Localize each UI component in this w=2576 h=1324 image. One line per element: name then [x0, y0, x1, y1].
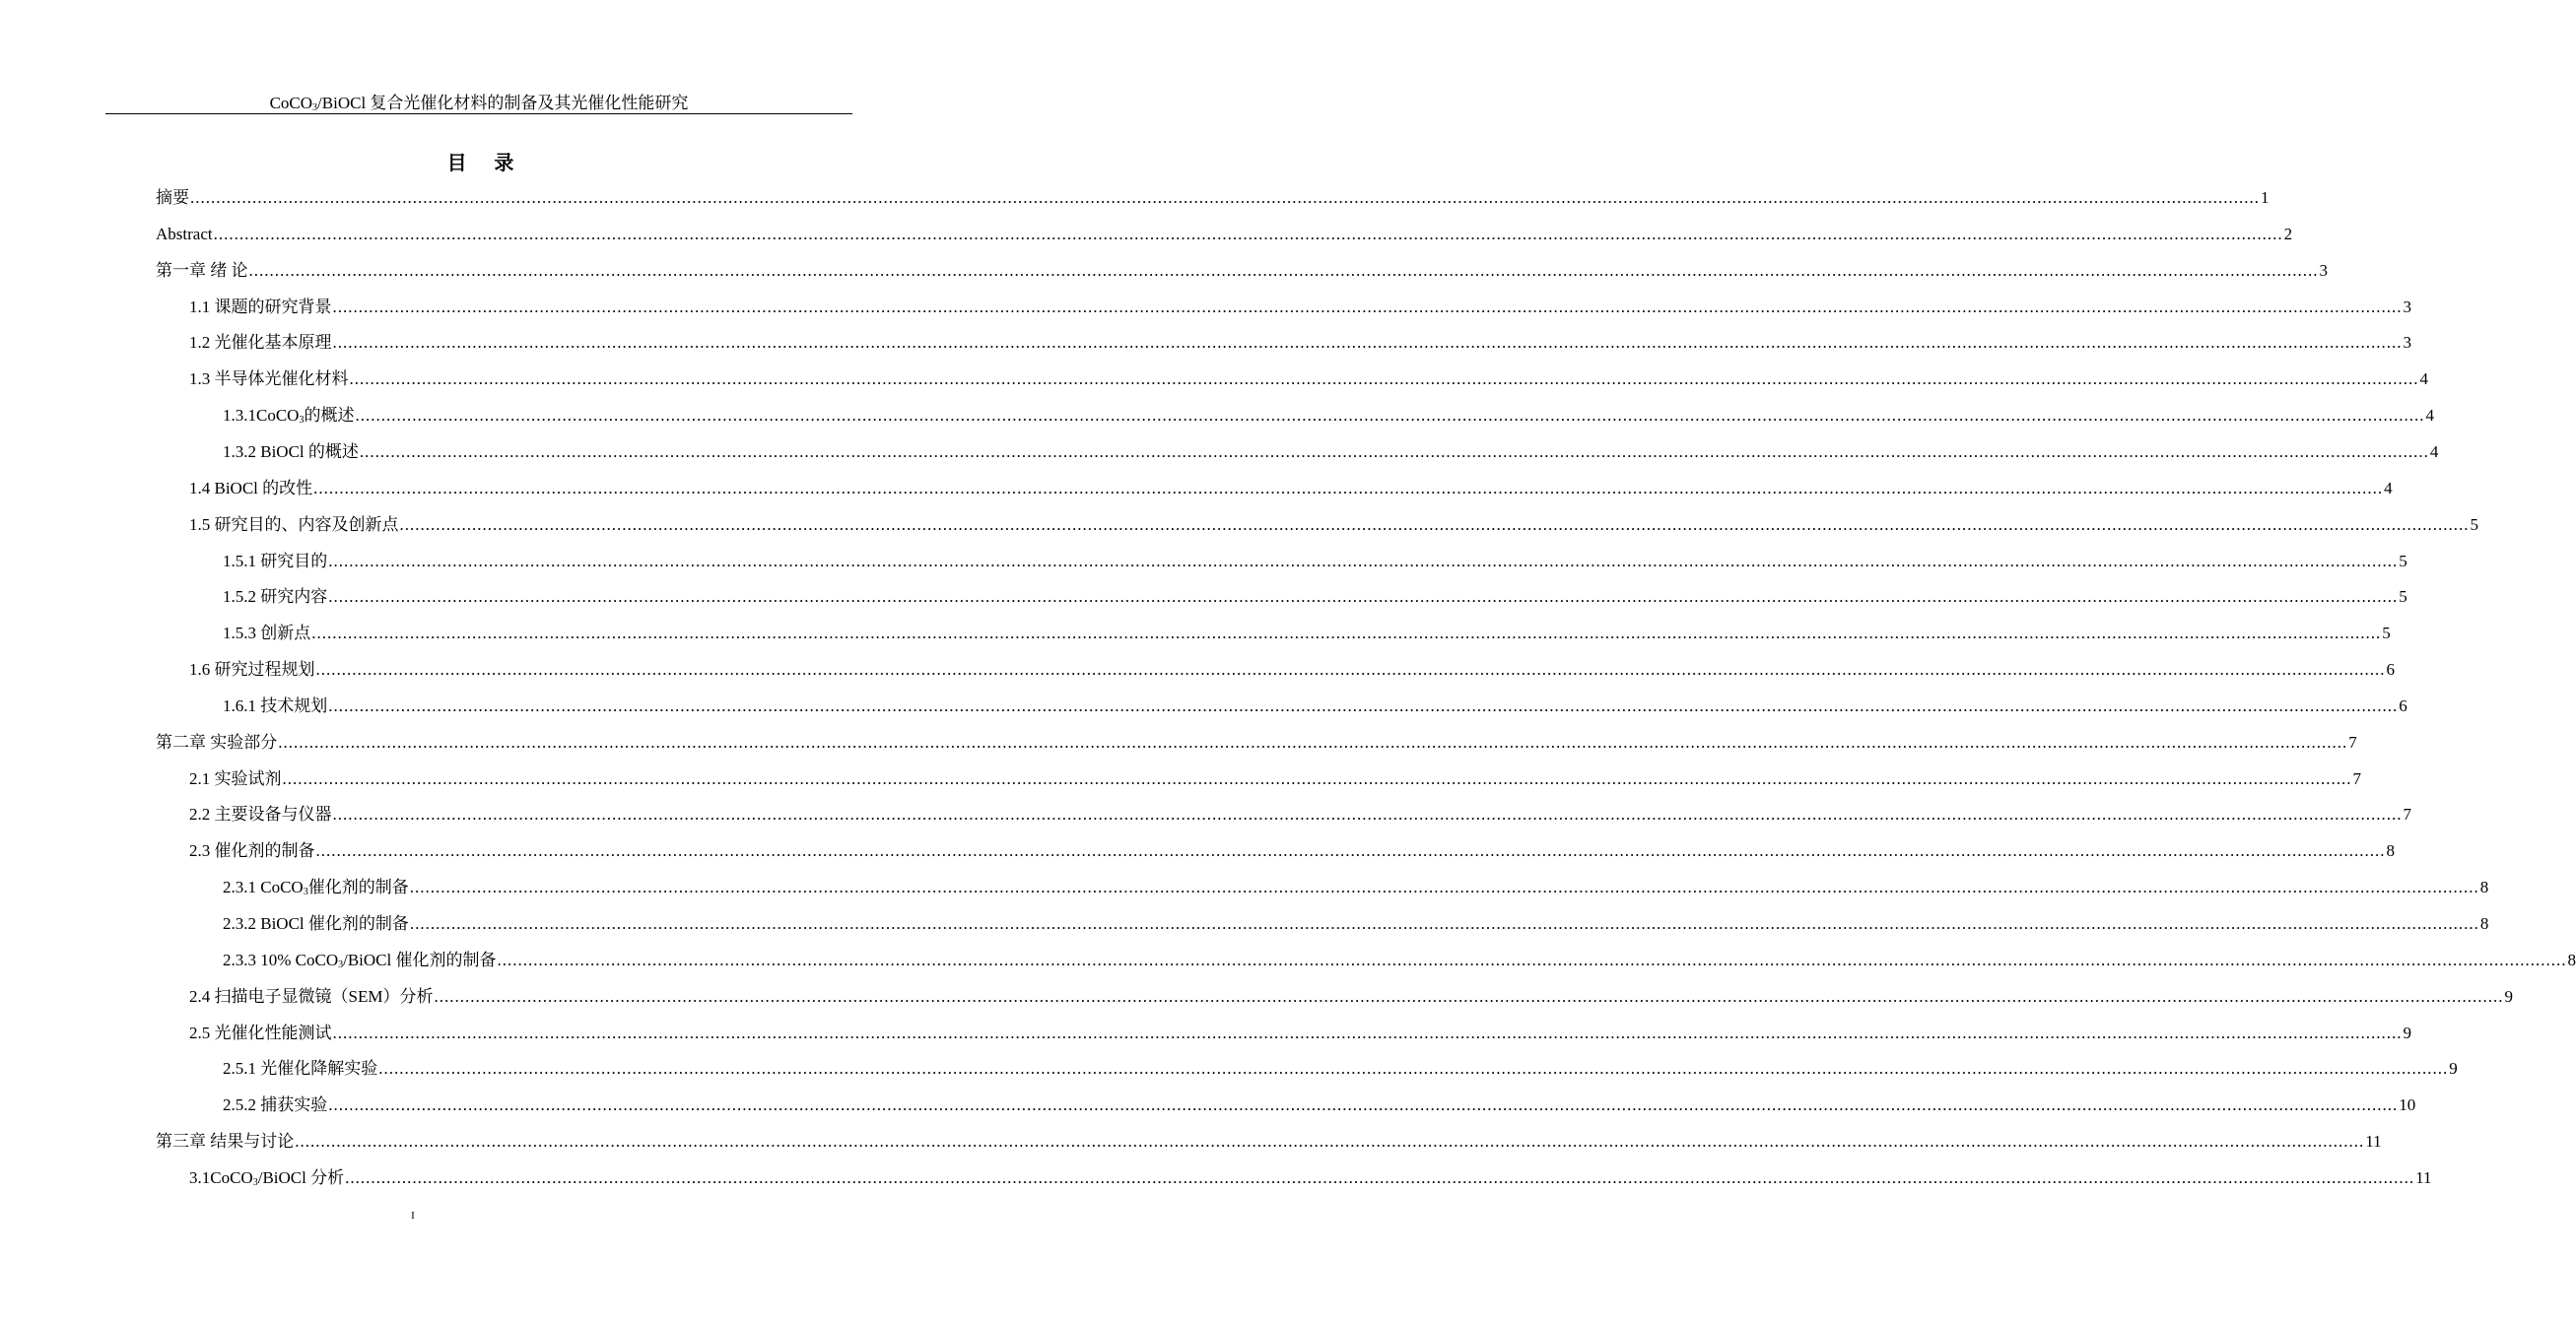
toc-entry[interactable]: [189, 982, 2513, 1012]
toc-entry[interactable]: [156, 220, 2293, 249]
toc-entry-label: [223, 909, 409, 939]
toc-entry-page: 6: [2386, 660, 2395, 680]
toc-dot-leader: ................................................................................................................................................................................................................................................................................................................................................................................................................: [328, 587, 2399, 607]
header-subscript: 3: [312, 102, 318, 113]
toc-entry-page: 5: [2399, 551, 2407, 570]
toc-dot-leader: ................................................................................................................................................................................................................................................................................................................................................................................................................: [434, 986, 2504, 1006]
toc-entry[interactable]: [189, 655, 2395, 685]
toc-entry-text: 1.6.1 技术规划: [223, 695, 328, 715]
toc-entry-text: 的概述: [304, 406, 355, 426]
toc-dot-leader: ................................................................................................................................................................................................................................................................................................................................................................................................................: [332, 297, 2403, 316]
toc-entry-text: 2.3.2 BiOCl 催化剂的制备: [223, 914, 409, 933]
toc-entry-subscript: 3: [338, 959, 344, 970]
toc-entry-text: Abstract: [156, 224, 213, 243]
toc-entry-page: 1: [2261, 188, 2270, 207]
toc-entry-page: 7: [2348, 732, 2357, 752]
toc-dot-leader: ................................................................................................................................................................................................................................................................................................................................................................................................................: [359, 441, 2429, 461]
toc-entry-page: 10: [2399, 1095, 2416, 1115]
toc-entry-text: /BiOCl 分析: [257, 1167, 345, 1187]
toc-entry-label: [189, 474, 312, 503]
toc-entry-text: 第三章 结果与讨论: [156, 1132, 295, 1152]
toc-entry-label: [223, 946, 497, 975]
toc-entry-page: 2: [2283, 224, 2293, 243]
toc-entry[interactable]: [156, 183, 2270, 213]
toc-dot-leader: ................................................................................................................................................................................................................................................................................................................................................................................................................: [328, 1095, 2399, 1115]
toc-dot-leader: ................................................................................................................................................................................................................................................................................................................................................................................................................: [328, 551, 2399, 570]
toc-entry-text: 2.5.1 光催化降解实验: [223, 1059, 378, 1079]
toc-dot-leader: ................................................................................................................................................................................................................................................................................................................................................................................................................: [248, 260, 2319, 280]
toc-dot-leader: ................................................................................................................................................................................................................................................................................................................................................................................................................: [332, 333, 2403, 353]
toc-entry[interactable]: [189, 510, 2478, 540]
toc-entry-label: [156, 256, 248, 286]
toc-dot-leader: ................................................................................................................................................................................................................................................................................................................................................................................................................: [378, 1059, 2449, 1079]
toc-entry-label: [223, 1091, 327, 1120]
toc-entry-label: [189, 1019, 332, 1048]
toc-entry-label: [189, 364, 349, 394]
toc-entry-page: 4: [2384, 478, 2393, 497]
toc-entry-text: 1.1 课题的研究背景: [189, 297, 332, 316]
toc-dot-leader: ................................................................................................................................................................................................................................................................................................................................................................................................................: [497, 950, 2567, 969]
toc-entry-page: 8: [2567, 950, 2576, 969]
toc-entry-label: [189, 655, 315, 685]
toc-entry[interactable]: [223, 619, 2391, 648]
toc-entry[interactable]: [223, 401, 2434, 430]
toc-entry[interactable]: [223, 873, 2489, 902]
toc-dot-leader: ................................................................................................................................................................................................................................................................................................................................................................................................................: [328, 695, 2399, 715]
toc-dot-leader: ................................................................................................................................................................................................................................................................................................................................................................................................................: [332, 805, 2403, 825]
toc-entry-page: 4: [2425, 406, 2434, 426]
toc-entry-label: [223, 437, 359, 467]
toc-entry-text: 2.3.3 10% CoCO: [223, 950, 339, 969]
header-text-1: CoCO: [269, 94, 313, 112]
toc-entry-text: 1.5 研究目的、内容及创新点: [189, 514, 399, 534]
toc-entry[interactable]: [189, 364, 2428, 394]
toc-entry-text: 1.6 研究过程规划: [189, 660, 315, 680]
toc-entry-text: 2.3.1 CoCO: [223, 878, 304, 897]
toc-entry-text: 1.3 半导体光催化材料: [189, 369, 349, 389]
toc-dot-leader: ................................................................................................................................................................................................................................................................................................................................................................................................................: [345, 1167, 2415, 1187]
toc-entry-page: 7: [2352, 768, 2361, 788]
toc-entry-text: 1.3.1CoCO: [223, 406, 300, 426]
toc-dot-leader: ................................................................................................................................................................................................................................................................................................................................................................................................................: [315, 841, 2386, 861]
toc-entry-page: 4: [2419, 369, 2428, 389]
toc-entry-page: 9: [2449, 1059, 2458, 1079]
toc-entry[interactable]: [223, 547, 2407, 576]
toc-entry-label: [189, 836, 315, 866]
toc-entry-text: 1.4 BiOCl 的改性: [189, 478, 313, 497]
toc-entry-page: 3: [2319, 260, 2328, 280]
toc-entry-text: 1.2 光催化基本原理: [189, 333, 332, 353]
toc-entry-page: 3: [2403, 297, 2411, 316]
toc-entry-label: [223, 401, 354, 430]
toc-entry-page: 8: [2479, 878, 2489, 897]
page-number: I: [411, 1210, 415, 1222]
toc-entry-label: [189, 764, 282, 794]
toc-entry-label: [189, 510, 399, 540]
toc-entry-page: 3: [2403, 333, 2411, 353]
toc-entry-text: 2.1 实验试剂: [189, 768, 282, 788]
toc-entry-page: 11: [2415, 1167, 2432, 1187]
toc-dot-leader: ................................................................................................................................................................................................................................................................................................................................................................................................................: [409, 878, 2479, 897]
toc-entry-text: 1.3.2 BiOCl 的概述: [223, 441, 359, 461]
toc-dot-leader: ................................................................................................................................................................................................................................................................................................................................................................................................................: [332, 1023, 2403, 1042]
toc-entry-label: [156, 728, 277, 758]
running-header: [105, 93, 852, 114]
toc-entry-text: 催化剂的制备: [307, 878, 409, 897]
toc-entry-label: [223, 619, 310, 648]
toc-entry-page: 11: [2365, 1132, 2382, 1152]
toc-entry[interactable]: [156, 728, 2357, 758]
toc-entry-page: 9: [2504, 986, 2513, 1006]
toc-dot-leader: ................................................................................................................................................................................................................................................................................................................................................................................................................: [278, 732, 2348, 752]
toc-entry-page: 7: [2403, 805, 2411, 825]
toc-entry-label: [223, 547, 327, 576]
toc-entry-label: [156, 220, 213, 249]
toc-entry-label: [156, 183, 189, 213]
toc-entry[interactable]: [189, 328, 2411, 358]
toc-entry-label: [189, 800, 332, 829]
toc-entry-label: [223, 582, 327, 612]
toc-entry-page: 4: [2429, 441, 2439, 461]
toc-dot-leader: ................................................................................................................................................................................................................................................................................................................................................................................................................: [282, 768, 2352, 788]
toc-entry-page: 5: [2382, 624, 2391, 643]
toc-entry[interactable]: [156, 256, 2328, 286]
toc-entry-text: 第一章 绪 论: [156, 260, 248, 280]
toc-entry[interactable]: [223, 1091, 2416, 1120]
toc-entry-page: 8: [2386, 841, 2395, 861]
toc-entry-label: [189, 1163, 344, 1193]
toc-entry-label: [189, 293, 332, 322]
toc-entry-text: 1.5.2 研究内容: [223, 587, 328, 607]
toc-entry[interactable]: [223, 946, 2576, 975]
toc-entry[interactable]: [189, 1019, 2411, 1048]
toc-entry-text: 1.5.1 研究目的: [223, 551, 328, 570]
toc-entry-text: 1.5.3 创新点: [223, 624, 311, 643]
toc-entry-label: [223, 692, 327, 721]
toc-title: 目 录: [446, 151, 514, 174]
toc-entry-label: [223, 873, 409, 902]
toc-entry[interactable]: [223, 1054, 2458, 1084]
toc-entry-page: 5: [2399, 587, 2407, 607]
header-rule: [105, 113, 852, 114]
toc-entry[interactable]: [189, 293, 2411, 322]
toc-entry-text: 2.5.2 捕获实验: [223, 1095, 328, 1115]
toc-entry[interactable]: [223, 437, 2439, 467]
toc-entry-page: 9: [2403, 1023, 2411, 1042]
toc-dot-leader: ................................................................................................................................................................................................................................................................................................................................................................................................................: [399, 514, 2470, 534]
toc-dot-leader: ................................................................................................................................................................................................................................................................................................................................................................................................................: [213, 224, 2283, 243]
toc-entry-text: 2.3 催化剂的制备: [189, 841, 315, 861]
toc-entry-subscript: 3: [303, 887, 308, 898]
toc-entry-text: 摘要: [156, 188, 189, 207]
toc-entry-text: 3.1CoCO: [189, 1167, 253, 1187]
toc-entry[interactable]: [189, 474, 2393, 503]
toc-entry-page: 6: [2399, 695, 2407, 715]
toc-entry-label: [189, 982, 433, 1012]
toc-entry-label: [223, 1054, 377, 1084]
toc-dot-leader: ................................................................................................................................................................................................................................................................................................................................................................................................................: [311, 624, 2382, 643]
toc-dot-leader: ................................................................................................................................................................................................................................................................................................................................................................................................................: [190, 188, 2260, 207]
toc-entry[interactable]: [223, 582, 2407, 612]
toc-entry[interactable]: [189, 764, 2361, 794]
toc-entry[interactable]: [223, 909, 2489, 939]
toc-entry-subscript: 3: [252, 1176, 258, 1188]
toc-entry-text: /BiOCl 催化剂的制备: [343, 950, 497, 969]
toc-entry[interactable]: [189, 800, 2411, 829]
toc-dot-leader: ................................................................................................................................................................................................................................................................................................................................................................................................................: [295, 1132, 2365, 1152]
toc-dot-leader: ................................................................................................................................................................................................................................................................................................................................................................................................................: [313, 478, 2384, 497]
toc-entry[interactable]: [223, 692, 2407, 721]
toc-entry[interactable]: [189, 836, 2395, 866]
toc-dot-leader: ................................................................................................................................................................................................................................................................................................................................................................................................................: [315, 660, 2386, 680]
toc-entry-label: [189, 328, 332, 358]
toc-entry-page: 5: [2470, 514, 2478, 534]
header-text-2: /BiOCl 复合光催化材料的制备及其光催化性能研究: [317, 94, 689, 112]
toc-entry[interactable]: [156, 1127, 2382, 1157]
toc-entry-subscript: 3: [299, 415, 305, 427]
toc-entry-label: [156, 1127, 294, 1157]
toc-entry-text: 2.5 光催化性能测试: [189, 1023, 332, 1042]
toc-dot-leader: ................................................................................................................................................................................................................................................................................................................................................................................................................: [349, 369, 2419, 389]
toc-entry-page: 8: [2479, 914, 2489, 933]
toc-entry-text: 2.2 主要设备与仪器: [189, 805, 332, 825]
toc-dot-leader: ................................................................................................................................................................................................................................................................................................................................................................................................................: [409, 914, 2479, 933]
toc-dot-leader: ................................................................................................................................................................................................................................................................................................................................................................................................................: [355, 406, 2425, 426]
toc-entry-text: 第二章 实验部分: [156, 732, 278, 752]
toc-entry-text: 2.4 扫描电子显微镜（SEM）分析: [189, 986, 434, 1006]
toc-entry[interactable]: [189, 1163, 2432, 1193]
